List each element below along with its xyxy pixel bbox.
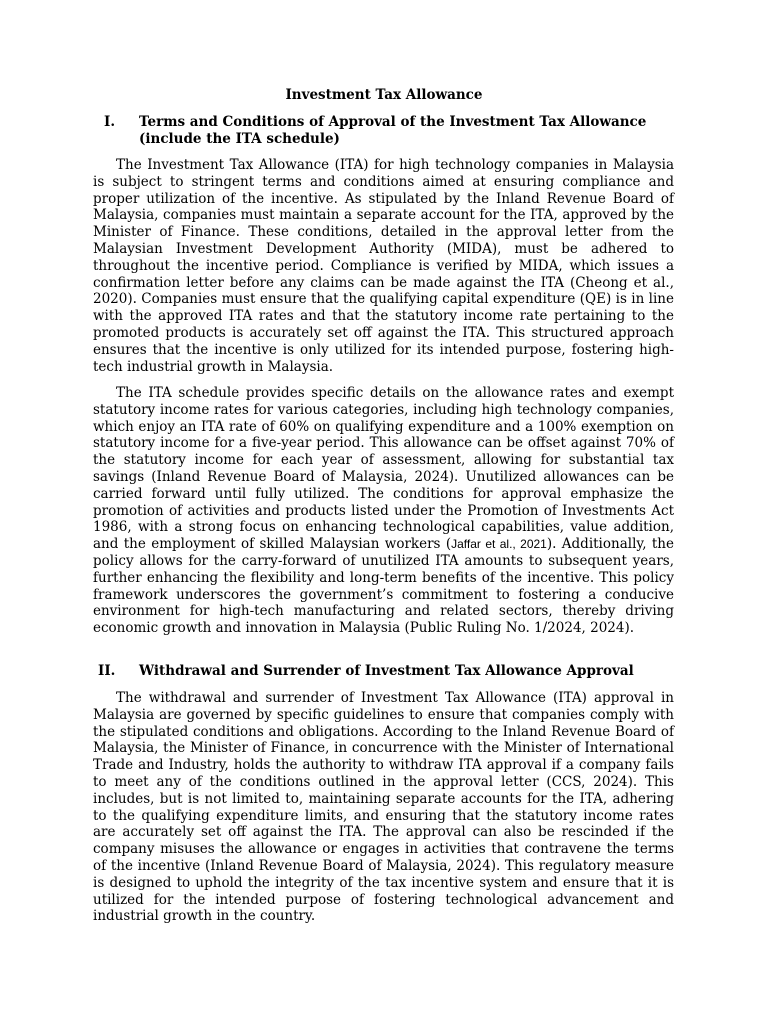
section-1-number: I. bbox=[104, 114, 116, 130]
paragraph-2-text-end: ). Additionally, the policy allows for the carry-forward of unutilized ITA amounts to subsequent years, further enhancing the flexibility and long-term benefits of the incentive. This policy framework underscores the government’s commitment to fostering a conducive environment for high-tech manufacturing and related sectors, thereby driving economic growth and innovation in Malaysia (Public Ruling No. 1/2024, 2024). bbox=[93, 536, 674, 637]
document-title: Investment Tax Allowance bbox=[285, 87, 483, 103]
section-2-heading-text: Withdrawal and Surrender of Investment Tax Allowance Approval bbox=[139, 663, 634, 679]
section-2-number: II. bbox=[98, 663, 116, 679]
paragraph-1: The Investment Tax Allowance (ITA) for high technology companies in Malaysia is subject to stringent terms and conditions aimed at ensuring compliance and proper utilization of the incentive. As stipulated by the Inland Revenue Board of Malaysia, companies must maintain a separate account for the ITA, approved by the Minister of Finance. These conditions, detailed in the approval letter from the Malaysian Investment Development Authority (MIDA), must be adhered to throughout the incentive period. Compliance is verified by MIDA, which issues a confirmation letter before any claims can be made against the ITA (Cheong et al., 2020). Companies must ensure that the qualifying capital expenditure (QE) is in line with the approved ITA rates and that the statutory income rate pertaining to the promoted products is accurately set off against the ITA. This structured approach ensures that the incentive is only utilized for its intended purpose, fostering high-tech industrial growth in Malaysia. bbox=[93, 157, 674, 375]
section-1-heading-text: Terms and Conditions of Approval of the Investment Tax Allowance (include the ITA schedule) bbox=[139, 114, 647, 147]
paragraph-2-citation: Jaffar et al., 2021 bbox=[451, 537, 547, 552]
paragraph-2-text-start: The ITA schedule provides specific details on the allowance rates and exempt statutory income rates for various categories, including high technology companies, which enjoy an ITA rate of 60% on qualifying expenditure and a 100% exemption on statutory income for a five-year period. This allowance can be offset against 70% of the statutory income for each year of assessment, allowing for substantial tax savings (Inland Revenue Board of Malaysia, 2024). Unutilized allowances can be carried forward until fully utilized. The conditions for approval emphasize the promotion of activities and products listed under the Promotion of Investments Act 1986, with a strong focus on enhancing technological capabilities, value addition, and the employment of skilled Malaysian workers ( bbox=[93, 385, 674, 553]
paragraph-3: The withdrawal and surrender of Investment Tax Allowance (ITA) approval in Malaysia are governed by specific guidelines to ensure that companies comply with the stipulated conditions and obligations. According to the Inland Revenue Board of Malaysia, the Minister of Finance, in concurrence with the Minister of International Trade and Industry, holds the authority to withdraw ITA approval if a company fails to meet any of the conditions outlined in the approval letter (CCS, 2024). This includes, but is not limited to, maintaining separate accounts for the ITA, adhering to the qualifying expenditure limits, and ensuring that the statutory income rates are accurately set off against the ITA. The approval can also be rescinded if the company misuses the allowance or engages in activities that contravene the terms of the incentive (Inland Revenue Board of Malaysia, 2024). This regulatory measure is designed to uphold the integrity of the tax incentive system and ensure that it is utilized for the intended purpose of fostering technological advancement and industrial growth in the country. bbox=[93, 690, 674, 925]
paragraph-2 bbox=[93, 385, 674, 637]
